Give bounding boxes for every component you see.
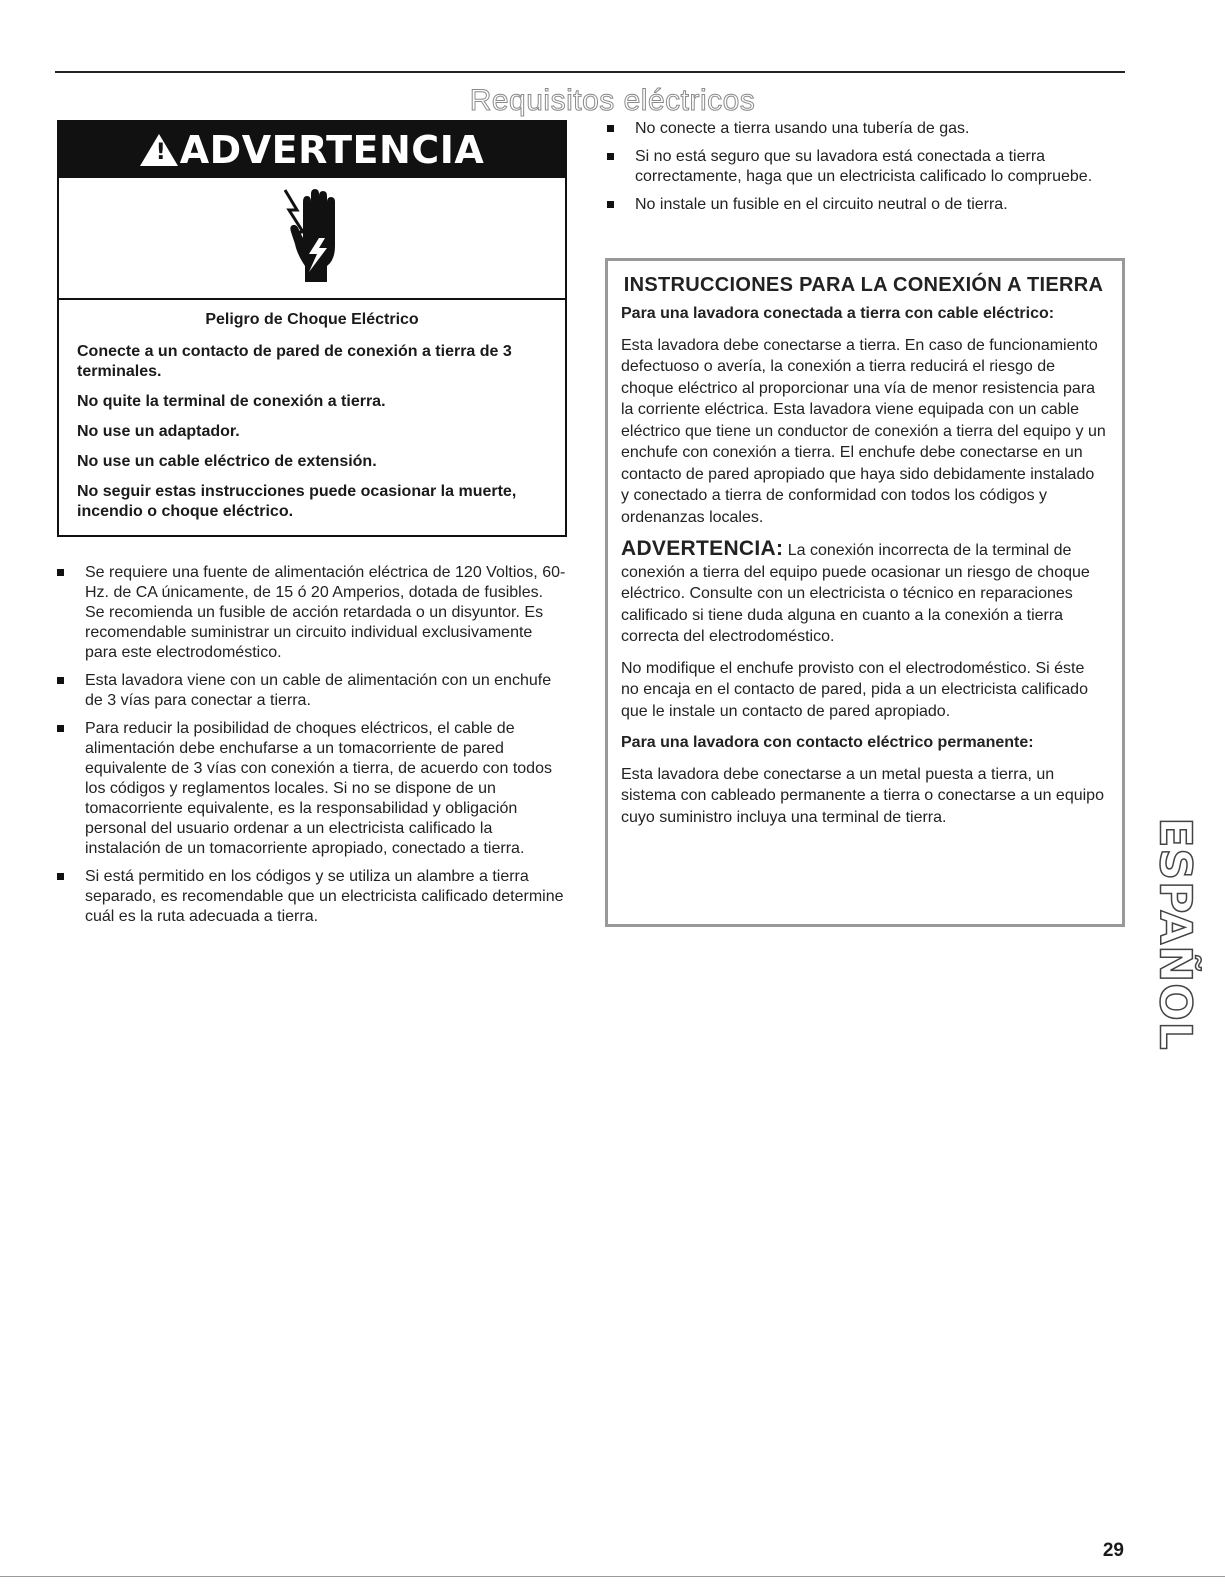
list-item: Para reducir la posibilidad de choques eléctricos, el cable de alimentación debe enchufarse a un tomacorriente de pared equivalente de 3 vías con conexión a tierra, de acuerdo con todos los códigos y reglamentos locales. Si no se dispone de un tomacorriente equivalente, es la responsabilidad y obligación personal del usuario ordenar a un electricista calificado la instalación de un tomacorriente apropiado, conectado a tierra. xyxy=(57,719,567,859)
warning-header xyxy=(59,122,565,178)
list-item: No conecte a tierra usando una tubería de gas. xyxy=(607,119,1107,139)
page-number: 29 xyxy=(1102,1540,1124,1561)
warning-line: No use un adaptador. xyxy=(77,423,240,440)
warning-body xyxy=(59,300,565,522)
warning-line: No quite la terminal de conexión a tierra. xyxy=(77,393,386,410)
instructions-warning-text: La conexión incorrecta de la terminal de conexión a tierra del equipo puede ocasionar un riesgo de choque eléctrico. Consulte con un electricista o técnico en reparaciones calificado si tiene duda alguna en cuanto a la conexión a tierra correcta del electrodoméstico. xyxy=(621,542,1090,645)
warning-header-label: ADVERTENCIA xyxy=(179,128,485,172)
warning-box xyxy=(57,120,567,537)
warning-line: No use un cable eléctrico de extensión. xyxy=(77,453,377,470)
permanent-heading: Para una lavadora con contacto eléctrico permanente: xyxy=(621,734,1034,751)
list-item: Esta lavadora viene con un cable de alimentación con un enchufe de 3 vías para conectar a tierra. xyxy=(57,671,567,711)
bottom-rule xyxy=(0,1576,1225,1577)
corded-text: Esta lavadora debe conectarse a tierra. En caso de funcionamiento defectuoso o avería, la conexión a tierra reducirá el riesgo de choque eléctrico al proporcionar una vía de menor resistencia para la corriente eléctrica. Esta lavadora viene equipada con un cable eléctrico que tiene un conductor de conexión a tierra del equipo y un enchufe con conexión a tierra. El enchufe debe conectarse en un contacto de pared apropiado que haya sido debidamente instalado y conectado a tierra de conformidad con todos los códigos y ordenanzas locales. xyxy=(621,336,1106,526)
right-bullet-list xyxy=(607,119,1107,223)
list-item: No instale un fusible en el circuito neutral o de tierra. xyxy=(607,195,1107,215)
language-label: ESPAÑOL xyxy=(1149,817,1201,1051)
instructions-warning-label: ADVERTENCIA: xyxy=(621,537,784,560)
top-rule xyxy=(55,71,1125,73)
warning-line: Conecte a un contacto de pared de conexión a tierra de 3 terminales. xyxy=(77,343,512,380)
left-bullet-list xyxy=(57,563,567,935)
grounding-instructions-box xyxy=(605,258,1125,927)
electric-shock-hand-icon xyxy=(279,188,349,286)
list-item: Si está permitido en los códigos y se utiliza un alambre a tierra separado, es recomendable que un electricista calificado determine cuál es la ruta adecuada a tierra. xyxy=(57,867,567,927)
instructions-title: INSTRUCCIONES PARA LA CONEXIÓN A TIERRA xyxy=(623,274,1104,296)
plug-text: No modifique el enchufe provisto con el electrodoméstico. Si éste no encaja en el contacto de pared, pida a un electricista calificado que le instale un contacto de pared apropiado. xyxy=(621,659,1088,720)
instructions-warning xyxy=(621,538,1106,648)
language-side-tab xyxy=(1149,814,1201,1054)
warning-line: No seguir estas instrucciones puede ocasionar la muerte, incendio o choque eléctrico. xyxy=(77,483,517,520)
section-title: Requisitos eléctricos xyxy=(469,84,756,117)
hazard-title: Peligro de Choque Eléctrico xyxy=(205,311,419,328)
permanent-text: Esta lavadora debe conectarse a un metal puesta a tierra, un sistema con cableado permanente a tierra o conectarse a un equipo cuyo suministro incluya una terminal de tierra. xyxy=(621,765,1104,826)
warning-icon-area xyxy=(59,178,565,300)
warning-triangle-icon: ! xyxy=(140,134,178,166)
list-item: Se requiere una fuente de alimentación eléctrica de 120 Voltios, 60-Hz. de CA únicamente, de 15 ó 20 Amperios, dotada de fusibles. Se recomienda un fusible de acción retardada o un disyuntor. Es recomendable suministrar un circuito individual exclusivamente para este electrodoméstico. xyxy=(57,563,567,663)
corded-heading: Para una lavadora conectada a tierra con cable eléctrico: xyxy=(621,305,1055,322)
list-item: Si no está seguro que su lavadora está conectada a tierra correctamente, haga que un electricista calificado lo compruebe. xyxy=(607,147,1107,187)
